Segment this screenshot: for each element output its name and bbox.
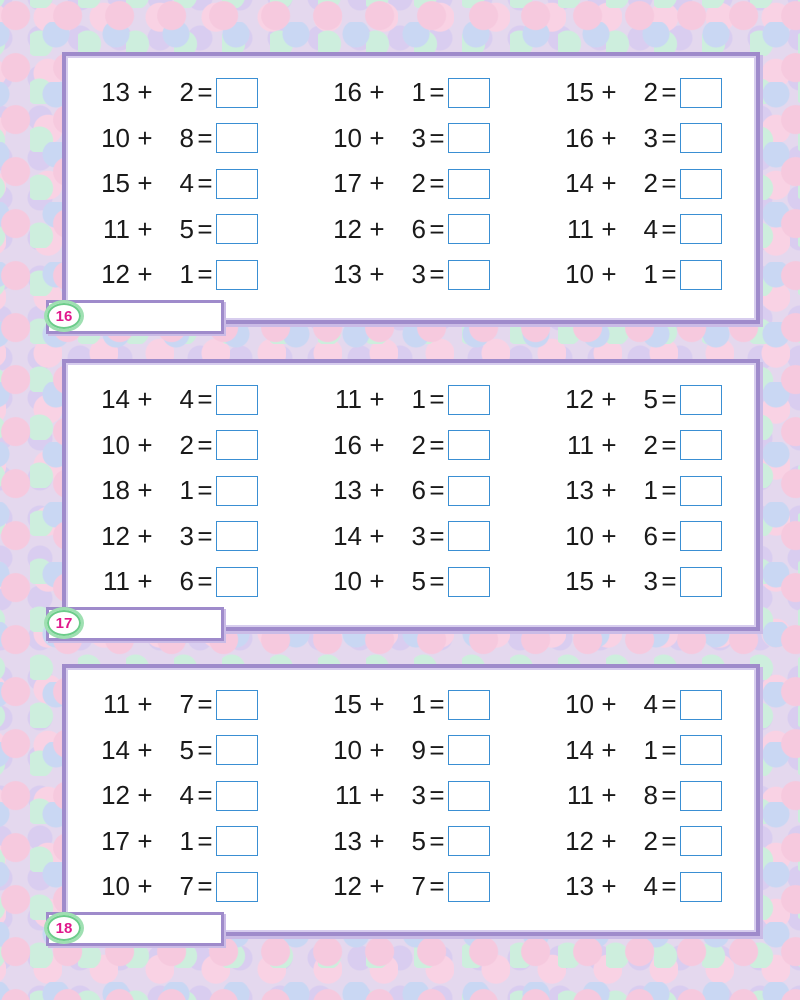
addition-problem [322, 559, 554, 605]
answer-box[interactable] [448, 567, 490, 597]
plus-sign: + [369, 520, 385, 551]
addition-problem [90, 423, 322, 469]
addition-problem [322, 423, 554, 469]
answer-box[interactable] [680, 169, 722, 199]
first-addend: 12 [565, 825, 594, 856]
second-addend: 2 [179, 77, 194, 108]
addition-problem [554, 514, 786, 560]
first-addend: 10 [101, 871, 130, 902]
answer-box[interactable] [448, 169, 490, 199]
answer-box[interactable] [680, 214, 722, 244]
second-addend: 5 [411, 825, 426, 856]
equals-sign: = [197, 77, 213, 108]
second-addend: 3 [179, 520, 194, 551]
plus-sign: + [601, 734, 617, 765]
equals-sign: = [197, 780, 213, 811]
first-addend: 14 [565, 168, 594, 199]
first-addend: 17 [333, 168, 362, 199]
first-addend: 12 [565, 384, 594, 415]
addition-problem [554, 161, 786, 207]
plus-sign: + [601, 566, 617, 597]
first-addend: 11 [567, 429, 594, 460]
answer-box[interactable] [680, 260, 722, 290]
second-addend: 1 [643, 734, 658, 765]
second-addend: 7 [411, 871, 426, 902]
plus-sign: + [369, 77, 385, 108]
addition-problem [322, 728, 554, 774]
addition-problem [554, 116, 786, 162]
answer-box[interactable] [216, 826, 258, 856]
equals-sign: = [661, 689, 677, 720]
first-addend: 13 [101, 77, 130, 108]
equals-sign: = [661, 429, 677, 460]
answer-box[interactable] [448, 476, 490, 506]
addition-problem [90, 773, 322, 819]
equals-sign: = [429, 825, 445, 856]
first-addend: 16 [565, 122, 594, 153]
problem-grid [90, 70, 786, 298]
second-addend: 7 [179, 689, 194, 720]
first-addend: 12 [333, 871, 362, 902]
addition-problem [322, 819, 554, 865]
first-addend: 11 [103, 213, 130, 244]
equals-sign: = [197, 213, 213, 244]
answer-box[interactable] [448, 385, 490, 415]
section-number-badge: 16 [44, 300, 84, 332]
answer-box[interactable] [216, 690, 258, 720]
addition-problem [322, 468, 554, 514]
plus-sign: + [601, 780, 617, 811]
first-addend: 12 [333, 213, 362, 244]
equals-sign: = [661, 475, 677, 506]
second-addend: 8 [179, 122, 194, 153]
addition-problem [554, 207, 786, 253]
first-addend: 10 [101, 429, 130, 460]
answer-box[interactable] [216, 169, 258, 199]
plus-sign: + [601, 213, 617, 244]
plus-sign: + [601, 689, 617, 720]
answer-box[interactable] [448, 735, 490, 765]
equals-sign: = [197, 122, 213, 153]
first-addend: 10 [333, 566, 362, 597]
plus-sign: + [137, 77, 153, 108]
first-addend: 10 [333, 734, 362, 765]
answer-box[interactable] [216, 430, 258, 460]
answer-box[interactable] [680, 430, 722, 460]
answer-box[interactable] [448, 430, 490, 460]
addition-problem [322, 864, 554, 910]
first-addend: 16 [333, 77, 362, 108]
answer-box[interactable] [680, 826, 722, 856]
second-addend: 2 [643, 77, 658, 108]
plus-sign: + [601, 122, 617, 153]
second-addend: 4 [643, 689, 658, 720]
plus-sign: + [601, 475, 617, 506]
answer-box[interactable] [680, 567, 722, 597]
addition-problem [90, 682, 322, 728]
plus-sign: + [369, 780, 385, 811]
answer-box[interactable] [680, 123, 722, 153]
equals-sign: = [429, 475, 445, 506]
addition-problem [554, 377, 786, 423]
plus-sign: + [137, 734, 153, 765]
plus-sign: + [369, 871, 385, 902]
plus-sign: + [137, 689, 153, 720]
plus-sign: + [137, 520, 153, 551]
first-addend: 15 [101, 168, 130, 199]
plus-sign: + [137, 780, 153, 811]
second-addend: 1 [643, 475, 658, 506]
first-addend: 11 [103, 566, 130, 597]
answer-box[interactable] [448, 781, 490, 811]
addition-problem [90, 468, 322, 514]
addition-problem [90, 207, 322, 253]
answer-box[interactable] [448, 521, 490, 551]
equals-sign: = [429, 780, 445, 811]
plus-sign: + [137, 168, 153, 199]
first-addend: 18 [101, 475, 130, 506]
problem-grid [90, 682, 786, 910]
second-addend: 8 [643, 780, 658, 811]
plus-sign: + [137, 213, 153, 244]
equals-sign: = [429, 429, 445, 460]
section-tab-16 [46, 300, 224, 334]
answer-box[interactable] [680, 78, 722, 108]
first-addend: 13 [333, 475, 362, 506]
second-addend: 3 [643, 566, 658, 597]
answer-box[interactable] [216, 872, 258, 902]
equals-sign: = [197, 825, 213, 856]
second-addend: 3 [411, 259, 426, 290]
answer-box[interactable] [216, 214, 258, 244]
equals-sign: = [197, 429, 213, 460]
equals-sign: = [197, 734, 213, 765]
equals-sign: = [429, 384, 445, 415]
equals-sign: = [661, 825, 677, 856]
first-addend: 14 [333, 520, 362, 551]
answer-box[interactable] [216, 385, 258, 415]
second-addend: 9 [411, 734, 426, 765]
plus-sign: + [369, 734, 385, 765]
addition-problem [554, 682, 786, 728]
first-addend: 11 [567, 780, 594, 811]
second-addend: 1 [411, 384, 426, 415]
plus-sign: + [137, 122, 153, 153]
second-addend: 3 [643, 122, 658, 153]
plus-sign: + [601, 168, 617, 199]
addition-problem [90, 864, 322, 910]
addition-problem [90, 514, 322, 560]
addition-problem [322, 116, 554, 162]
first-addend: 11 [335, 384, 362, 415]
first-addend: 17 [101, 825, 130, 856]
equals-sign: = [661, 734, 677, 765]
answer-box[interactable] [448, 214, 490, 244]
plus-sign: + [601, 429, 617, 460]
first-addend: 11 [103, 689, 130, 720]
second-addend: 6 [179, 566, 194, 597]
addition-problem [554, 423, 786, 469]
first-addend: 11 [567, 213, 594, 244]
addition-problem [90, 728, 322, 774]
equals-sign: = [429, 259, 445, 290]
answer-box[interactable] [216, 521, 258, 551]
second-addend: 6 [411, 475, 426, 506]
plus-sign: + [601, 77, 617, 108]
addition-problem [322, 514, 554, 560]
answer-box[interactable] [680, 521, 722, 551]
plus-sign: + [369, 384, 385, 415]
equals-sign: = [661, 168, 677, 199]
first-addend: 14 [565, 734, 594, 765]
plus-sign: + [137, 871, 153, 902]
equals-sign: = [429, 871, 445, 902]
first-addend: 10 [565, 520, 594, 551]
plus-sign: + [137, 825, 153, 856]
first-addend: 13 [565, 475, 594, 506]
first-addend: 15 [565, 77, 594, 108]
answer-box[interactable] [448, 690, 490, 720]
plus-sign: + [601, 520, 617, 551]
second-addend: 1 [643, 259, 658, 290]
plus-sign: + [369, 566, 385, 597]
second-addend: 6 [411, 213, 426, 244]
first-addend: 14 [101, 384, 130, 415]
answer-box[interactable] [216, 123, 258, 153]
worksheet-panel-17 [62, 359, 760, 631]
plus-sign: + [369, 213, 385, 244]
first-addend: 10 [333, 122, 362, 153]
answer-box[interactable] [216, 260, 258, 290]
second-addend: 1 [179, 475, 194, 506]
equals-sign: = [661, 520, 677, 551]
equals-sign: = [197, 168, 213, 199]
equals-sign: = [661, 259, 677, 290]
answer-box[interactable] [448, 123, 490, 153]
answer-box[interactable] [216, 476, 258, 506]
first-addend: 11 [335, 780, 362, 811]
answer-box[interactable] [216, 567, 258, 597]
answer-box[interactable] [680, 781, 722, 811]
answer-box[interactable] [680, 872, 722, 902]
first-addend: 13 [333, 825, 362, 856]
answer-box[interactable] [680, 735, 722, 765]
addition-problem [322, 773, 554, 819]
first-addend: 10 [101, 122, 130, 153]
section-tab-17 [46, 607, 224, 641]
equals-sign: = [661, 122, 677, 153]
second-addend: 4 [179, 384, 194, 415]
plus-sign: + [369, 168, 385, 199]
first-addend: 14 [101, 734, 130, 765]
addition-problem [90, 559, 322, 605]
addition-problem [554, 559, 786, 605]
section-number-badge: 17 [44, 607, 84, 639]
second-addend: 2 [179, 429, 194, 460]
equals-sign: = [429, 520, 445, 551]
addition-problem [554, 773, 786, 819]
second-addend: 6 [643, 520, 658, 551]
answer-box[interactable] [216, 78, 258, 108]
plus-sign: + [601, 825, 617, 856]
plus-sign: + [601, 384, 617, 415]
second-addend: 2 [411, 168, 426, 199]
equals-sign: = [661, 871, 677, 902]
plus-sign: + [369, 689, 385, 720]
first-addend: 16 [333, 429, 362, 460]
addition-problem [322, 207, 554, 253]
equals-sign: = [197, 475, 213, 506]
first-addend: 12 [101, 259, 130, 290]
second-addend: 5 [179, 734, 194, 765]
plus-sign: + [137, 429, 153, 460]
equals-sign: = [661, 384, 677, 415]
answer-box[interactable] [448, 872, 490, 902]
plus-sign: + [369, 825, 385, 856]
second-addend: 2 [643, 168, 658, 199]
second-addend: 5 [643, 384, 658, 415]
second-addend: 2 [643, 429, 658, 460]
section-number-badge: 18 [44, 912, 84, 944]
plus-sign: + [369, 122, 385, 153]
equals-sign: = [429, 689, 445, 720]
plus-sign: + [369, 259, 385, 290]
second-addend: 4 [179, 780, 194, 811]
addition-problem [322, 377, 554, 423]
second-addend: 5 [179, 213, 194, 244]
equals-sign: = [661, 566, 677, 597]
equals-sign: = [429, 566, 445, 597]
equals-sign: = [197, 871, 213, 902]
equals-sign: = [429, 122, 445, 153]
second-addend: 4 [643, 213, 658, 244]
answer-box[interactable] [216, 781, 258, 811]
addition-problem [90, 70, 322, 116]
equals-sign: = [661, 780, 677, 811]
plus-sign: + [137, 259, 153, 290]
worksheet-panel-18 [62, 664, 760, 936]
plus-sign: + [601, 259, 617, 290]
plus-sign: + [137, 566, 153, 597]
first-addend: 15 [333, 689, 362, 720]
first-addend: 15 [565, 566, 594, 597]
second-addend: 5 [411, 566, 426, 597]
plus-sign: + [369, 475, 385, 506]
answer-box[interactable] [680, 690, 722, 720]
worksheet-panel-16 [62, 52, 760, 324]
second-addend: 1 [411, 77, 426, 108]
equals-sign: = [661, 213, 677, 244]
first-addend: 10 [565, 259, 594, 290]
answer-box[interactable] [680, 385, 722, 415]
addition-problem [554, 819, 786, 865]
addition-problem [90, 252, 322, 298]
addition-problem [90, 377, 322, 423]
second-addend: 4 [179, 168, 194, 199]
plus-sign: + [137, 475, 153, 506]
answer-box[interactable] [216, 735, 258, 765]
equals-sign: = [197, 689, 213, 720]
addition-problem [90, 161, 322, 207]
addition-problem [322, 70, 554, 116]
second-addend: 3 [411, 520, 426, 551]
addition-problem [322, 161, 554, 207]
second-addend: 1 [179, 825, 194, 856]
second-addend: 1 [179, 259, 194, 290]
second-addend: 2 [643, 825, 658, 856]
equals-sign: = [429, 734, 445, 765]
addition-problem [554, 252, 786, 298]
first-addend: 10 [565, 689, 594, 720]
second-addend: 2 [411, 429, 426, 460]
plus-sign: + [369, 429, 385, 460]
equals-sign: = [197, 384, 213, 415]
addition-problem [554, 728, 786, 774]
problem-grid [90, 377, 786, 605]
equals-sign: = [197, 566, 213, 597]
second-addend: 3 [411, 122, 426, 153]
first-addend: 12 [101, 520, 130, 551]
first-addend: 13 [333, 259, 362, 290]
addition-problem [90, 819, 322, 865]
second-addend: 1 [411, 689, 426, 720]
answer-box[interactable] [448, 78, 490, 108]
second-addend: 7 [179, 871, 194, 902]
equals-sign: = [429, 77, 445, 108]
second-addend: 4 [643, 871, 658, 902]
addition-problem [554, 864, 786, 910]
plus-sign: + [601, 871, 617, 902]
addition-problem [554, 70, 786, 116]
equals-sign: = [197, 520, 213, 551]
first-addend: 12 [101, 780, 130, 811]
equals-sign: = [197, 259, 213, 290]
answer-box[interactable] [448, 826, 490, 856]
first-addend: 13 [565, 871, 594, 902]
answer-box[interactable] [448, 260, 490, 290]
addition-problem [90, 116, 322, 162]
addition-problem [554, 468, 786, 514]
answer-box[interactable] [680, 476, 722, 506]
section-tab-18 [46, 912, 224, 946]
addition-problem [322, 682, 554, 728]
equals-sign: = [429, 213, 445, 244]
equals-sign: = [429, 168, 445, 199]
equals-sign: = [661, 77, 677, 108]
plus-sign: + [137, 384, 153, 415]
addition-problem [322, 252, 554, 298]
second-addend: 3 [411, 780, 426, 811]
